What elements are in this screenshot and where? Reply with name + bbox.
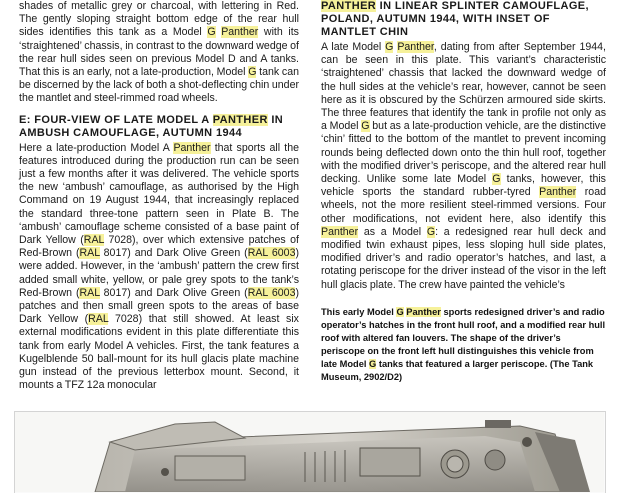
left-column xyxy=(19,0,299,392)
text-run: 7028), over which extensive patches of Red-Brown ( xyxy=(19,234,299,260)
text-run: : a redesigned rear hull deck and modified twin exhaust pipes, less sloping hull side plates, modified driver’s and radio operator’s hatches, and last, a rotating periscope for the driver instead of the visor in the left hull glacis plate. The crew have painted the vehicle’s xyxy=(321,225,606,291)
intro-paragraph xyxy=(19,0,299,106)
text-run: E: FOUR-VIEW OF LATE MODEL A xyxy=(19,113,213,126)
search-highlight: RAL xyxy=(88,313,109,326)
search-highlight: RAL 6003 xyxy=(247,286,296,299)
text-run: shades of metallic grey or charcoal, with lettering in Red. The gently sloping straight bottom edge of the rear hull sides identifies this tank as a Model xyxy=(19,0,299,39)
search-highlight: G xyxy=(361,120,370,133)
text-run: A late Model xyxy=(321,41,386,53)
text-run: road wheels, not the more resilient steel-rimmed versions. Four other modifications, not evident here, also identify this xyxy=(321,186,606,225)
photo-caption xyxy=(321,306,606,384)
text-run: with its ‘straightened’ chassis, in contrast to the downward wedge of the rear hull sides seen on previous Model D and A tanks. That this is an early, not a late-production, Model xyxy=(19,26,299,79)
body-paragraph-f xyxy=(321,41,606,292)
text-run: Here a late-production Model A xyxy=(19,141,174,154)
search-highlight: Panther xyxy=(221,26,259,39)
search-highlight: G xyxy=(207,26,216,39)
text-run: ) were added. However, in the ‘ambush’ pattern the crew first added small white, yellow, or pale grey spots to the tank’s Red-Brown ( xyxy=(19,247,299,299)
text-run: sports redesigned driver’s and radio operator’s hatches in the front hull roof, and a modified rear hull roof with altered fan louvers. The shape of the driver’s periscope on the front left hull distinguishes this vehicle from late Model xyxy=(321,306,606,369)
search-highlight: Panther xyxy=(173,141,211,154)
search-highlight: G xyxy=(369,358,377,369)
search-highlight: RAL xyxy=(79,286,100,299)
text-run: 8017) and Dark Olive Green ( xyxy=(99,247,248,260)
text-run: 7028) that still showed. At least six external modifications evident in this plate differentiate this tank from early Model A vehicles. First, the tank features a Kugelblende 50 ball-mount for its hull glacis plate machine gun instead of the previous letterbox mount. Second, it mounts a TFZ 12a monocular xyxy=(19,313,299,392)
search-highlight: RAL xyxy=(79,247,100,260)
right-column xyxy=(321,0,606,384)
tank-photograph xyxy=(15,412,604,492)
section-heading-f xyxy=(321,0,606,39)
body-paragraph-e xyxy=(19,142,299,393)
text-run: as a Model xyxy=(358,225,427,238)
search-highlight: Panther xyxy=(406,306,441,317)
search-highlight: Panther xyxy=(539,186,577,199)
text-run: that sports all the features introduced during the production run can be seen just a few months after it was delivered. The vehicle sports the new ‘ambush’ camouflage, as authorised by the High Command on 19 August 1944, that increasingly replaced the standard three-tone pattern seen in Plate B. The ‘ambush’ camouflage scheme consisted of a base paint of Dark Yellow ( xyxy=(19,141,299,247)
text-run: ) patches and then small green spots to the areas of base Dark Yellow ( xyxy=(19,286,299,326)
text-run: , dating from after September 1944, can be seen in this plate. This variant’s characteristic ‘straightened’ chassis that lacked the downward wedge of the hull sides at the vehicle’s rear, however, cannot be seen here as it is obscured by the Schürzen armoured side skirts. The three features that identify the tank in profile not only as a Model xyxy=(321,41,606,133)
text-run: tank can be discerned by the lack of both a shot-deflecting chin under the mantlet and steel-rimmed road wheels. xyxy=(19,66,299,105)
text-run: tanks that featured a larger periscope. (The Tank Museum, 2902/D2) xyxy=(321,358,594,382)
text-run: IN AMBUSH CAMOUFLAGE, AUTUMN 1944 xyxy=(19,113,284,139)
text-run: IN LINEAR SPLINTER CAMOUFLAGE, POLAND, AUTUMN 1944, WITH INSET OF MANTLET CHIN xyxy=(321,0,589,38)
search-highlight: Panther xyxy=(397,41,434,53)
search-highlight: G xyxy=(426,225,436,238)
text-run: but as a late-production vehicle, are the distinctive ‘chin’ fitted to the bottom of the mantlet to prevent incoming rounds being deflected down onto the thin hull roof, together with the modified driver’s periscope, and the altered rear hull decking. Unlike some late Model xyxy=(321,120,606,186)
search-highlight: G xyxy=(385,41,394,53)
text-run: This early Model xyxy=(321,306,397,317)
search-highlight: PANTHER xyxy=(321,0,377,12)
search-highlight: G xyxy=(396,306,404,317)
search-highlight: RAL xyxy=(83,234,105,247)
text-run: 8017) and Dark Olive Green ( xyxy=(99,286,248,299)
search-highlight: Panther xyxy=(321,225,359,238)
search-highlight: G xyxy=(248,66,257,79)
search-highlight: PANTHER xyxy=(212,113,268,126)
section-heading-e xyxy=(19,114,299,140)
search-highlight: RAL 6003 xyxy=(247,247,296,260)
text-run: tanks, however, this vehicle sports the standard rubber-tyred xyxy=(321,173,606,199)
search-highlight: G xyxy=(492,173,501,186)
